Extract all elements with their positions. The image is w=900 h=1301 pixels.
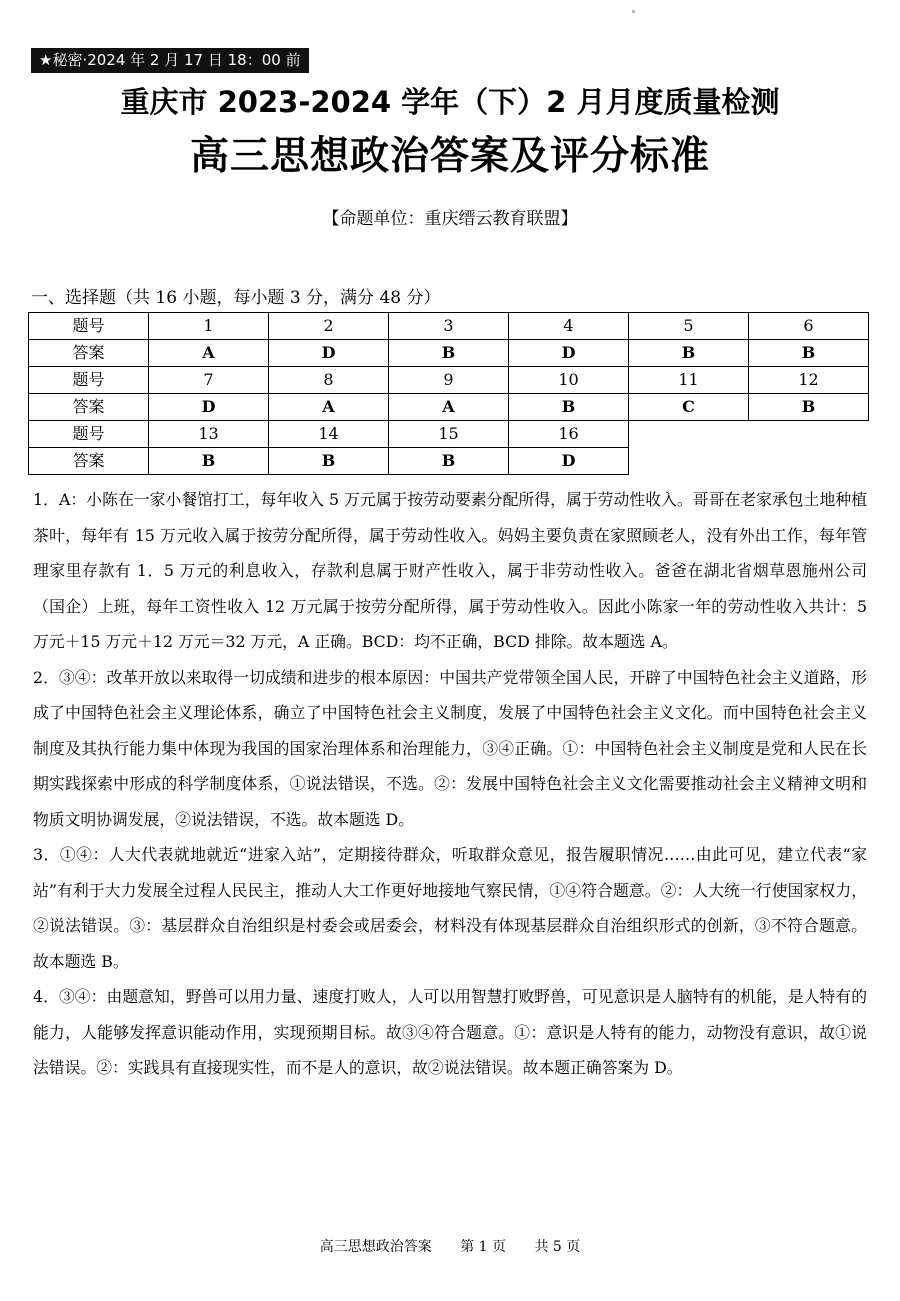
answer-table <box>28 312 869 475</box>
answer-cell: D <box>509 340 629 367</box>
footer-doc-name: 高三思想政治答案 <box>319 1239 432 1255</box>
question-number: 16 <box>509 421 629 448</box>
question-number: 1 <box>149 313 269 340</box>
question-number: 2 <box>269 313 389 340</box>
footer-page-number: 第 1 页 <box>460 1239 506 1255</box>
question-number: 4 <box>509 313 629 340</box>
table-row <box>29 448 869 475</box>
question-number: 11 <box>629 367 749 394</box>
answer-cell: D <box>509 448 629 475</box>
answer-cell: A <box>389 394 509 421</box>
answer-cell: B <box>509 394 629 421</box>
answer-cell: B <box>749 394 869 421</box>
row-label-answer: 答案 <box>29 340 149 367</box>
question-number: 7 <box>149 367 269 394</box>
issuing-unit: 【命题单位：重庆缙云教育联盟】 <box>322 209 578 229</box>
question-number: 6 <box>749 313 869 340</box>
answer-cell: A <box>269 394 389 421</box>
row-label-answer: 答案 <box>29 394 149 421</box>
confidential-tag: ★秘密·2024 年 2 月 17 日 18：00 前 <box>31 48 309 73</box>
table-row <box>29 394 869 421</box>
row-label-question: 题号 <box>29 421 149 448</box>
footer-total-pages: 共 5 页 <box>534 1239 581 1255</box>
section-heading: 一、选择题（共 16 小题，每小题 3 分，满分 48 分） <box>31 288 441 308</box>
table-row <box>29 421 869 448</box>
question-number: 10 <box>509 367 629 394</box>
table-row <box>29 367 869 394</box>
answer-cell: A <box>149 340 269 367</box>
question-number: 12 <box>749 367 869 394</box>
exam-title: 重庆市 2023-2024 学年（下）2 月月度质量检测 <box>120 85 780 119</box>
question-number: 8 <box>269 367 389 394</box>
empty-cell <box>629 421 749 448</box>
question-number: 3 <box>389 313 509 340</box>
explanation-paragraph-1: 1．A：小陈在一家小餐馆打工，每年收入 5 万元属于按劳动要素分配所得，属于劳动性收入。哥哥在老家承包土地种植茶叶，每年有 15 万元收入属于按劳分配所得，属于劳动性收入。妈妈主要负责在家照顾老人，没有外出工作，每年管理家里存款有 1．5 万元的利息收入，存款利息属于财产性收入，属于非劳动性收入。爸爸在湖北省烟草恩施州公司（国企）上班，每年工资性收入 12 万元属于按劳分配所得，属于劳动性收入。因此小陈家一年的劳动性收入共计：5 万元＋15 万元＋12 万元＝32 万元，A 正确。BCD：均不正确，BCD 排除。故本题选 A。 <box>33 490 867 651</box>
table-row <box>29 313 869 340</box>
table-row <box>29 340 869 367</box>
page-footer <box>0 1237 900 1257</box>
row-label-answer: 答案 <box>29 448 149 475</box>
answer-cell: B <box>389 448 509 475</box>
answer-cell: B <box>149 448 269 475</box>
row-label-question: 题号 <box>29 313 149 340</box>
question-number: 15 <box>389 421 509 448</box>
answer-cell: B <box>749 340 869 367</box>
empty-cell <box>749 421 869 448</box>
question-number: 9 <box>389 367 509 394</box>
document-title: 高三思想政治答案及评分标准 <box>189 134 710 179</box>
question-number: 5 <box>629 313 749 340</box>
row-label-question: 题号 <box>29 367 149 394</box>
answer-cell: B <box>389 340 509 367</box>
explanation-paragraph-4: 4．③④：由题意知，野兽可以用力量、速度打败人，人可以用智慧打败野兽，可见意识是人脑特有的机能，是人特有的能力，人能够发挥意识能动作用，实现预期目标。故③④符合题意。①：意识是人特有的能力，动物没有意识，故①说法错误。②：实践具有直接现实性，而不是人的意识，故②说法错误。故本题正确答案为 D。 <box>33 987 867 1077</box>
scan-speck <box>632 10 635 13</box>
explanation-paragraph-2: 2．③④：改革开放以来取得一切成绩和进步的根本原因：中国共产党带领全国人民，开辟了中国特色社会主义道路，形成了中国特色社会主义理论体系，确立了中国特色社会主义制度，发展了中国特色社会主义文化。而中国特色社会主义制度及其执行能力集中体现为我国的国家治理体系和治理能力，③④正确。①：中国特色社会主义制度是党和人民在长期实践探索中形成的科学制度体系，①说法错误，不选。②：发展中国特色社会主义文化需要推动社会主义精神文明和物质文明协调发展，②说法错误，不选。故本题选 D。 <box>33 667 867 829</box>
explanation-paragraph-3: 3．①④：人大代表就地就近“进家入站”，定期接待群众，听取群众意见，报告履职情况……由此可见，建立代表“家站”有利于大力发展全过程人民民主，推动人大工作更好地接地气察民情，①④符合题意。②：人大统一行使国家权力，②说法错误。③：基层群众自治组织是村委会或居委会，材料没有体现基层群众自治组织形式的创新，③不符合题意。故本题选 B。 <box>33 845 867 971</box>
answer-cell: B <box>269 448 389 475</box>
answer-cell: B <box>629 340 749 367</box>
empty-cell <box>629 448 749 475</box>
question-number: 13 <box>149 421 269 448</box>
empty-cell <box>749 448 869 475</box>
answer-cell: C <box>629 394 749 421</box>
answer-cell: D <box>269 340 389 367</box>
question-number: 14 <box>269 421 389 448</box>
explanations <box>33 482 867 1086</box>
answer-cell: D <box>149 394 269 421</box>
